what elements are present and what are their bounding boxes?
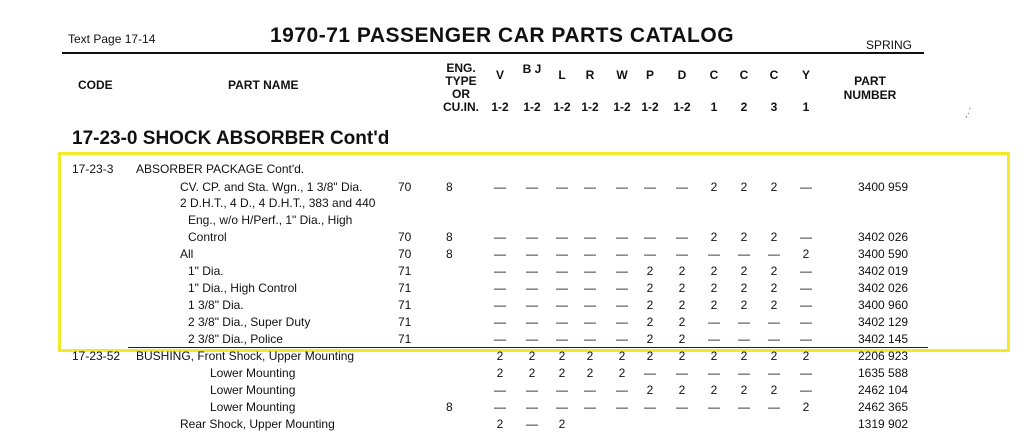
row-part-name: Control (188, 230, 227, 244)
row-qty: — (584, 180, 596, 194)
row-part-number: 3402 026 (858, 281, 909, 295)
column-letter: Y (801, 68, 810, 82)
row-part-number: 3402 026 (858, 230, 909, 244)
row-qty: 2 (710, 180, 718, 194)
row-qty: — (644, 180, 656, 194)
row-part-number: 3400 590 (858, 247, 909, 261)
row-part-number: 1635 588 (858, 366, 909, 380)
column-sub: 1-2 (491, 100, 509, 114)
row-qty: 2 (618, 349, 626, 363)
row-qty: 2 (802, 349, 810, 363)
row-part-name: 1" Dia., High Control (188, 281, 297, 295)
row-qty: — (556, 281, 568, 295)
text-page-label: Text Page 17-14 (68, 32, 156, 46)
row-qty: 2 (678, 383, 686, 397)
row-qty: — (526, 417, 538, 431)
section-title: 17-23-0 SHOCK ABSORBER Cont'd (72, 128, 390, 149)
column-letter: D (677, 68, 687, 82)
row-part-number: 3400 960 (858, 298, 909, 312)
row-qty: — (800, 230, 812, 244)
row-qty: 2 (646, 383, 654, 397)
row-qty: — (494, 264, 506, 278)
row-qty: — (494, 180, 506, 194)
row-part-name: Rear Shock, Upper Mounting (180, 417, 335, 431)
row-qty: 2 (740, 180, 748, 194)
column-sub: 1-2 (581, 100, 599, 114)
row-part-name: Eng., w/o H/Perf., 1" Dia., High (188, 213, 353, 227)
column-sub: 1-2 (613, 100, 631, 114)
row-qty: — (676, 400, 688, 414)
header-part-number: PART NUMBER (843, 74, 897, 102)
row-part-name: All (180, 247, 194, 261)
column-sub: 1-2 (523, 100, 541, 114)
row-qty: 2 (528, 349, 536, 363)
row-qty: 2 (740, 298, 748, 312)
row-qty: — (616, 383, 628, 397)
column-sub: 1-2 (673, 100, 691, 114)
row-part-name: 2 3/8" Dia., Super Duty (188, 315, 311, 329)
row-part-number: 2206 923 (858, 349, 909, 363)
row-qty: — (494, 383, 506, 397)
row-eng: 8 (446, 247, 453, 261)
row-qty: — (800, 180, 812, 194)
row-qty: 2 (558, 417, 566, 431)
row-qty: — (494, 281, 506, 295)
row-qty: 2 (740, 230, 748, 244)
row-year: 70 (398, 180, 412, 194)
row-qty: 2 (770, 383, 778, 397)
row-qty: 2 (496, 366, 504, 380)
row-qty: — (616, 180, 628, 194)
row-part-name: 2 3/8" Dia., Police (188, 332, 283, 346)
row-qty: — (494, 230, 506, 244)
row-part-number: 3402 019 (858, 264, 909, 278)
row-qty: — (526, 230, 538, 244)
row-qty: — (494, 247, 506, 261)
row-qty: — (800, 332, 812, 346)
row-qty: — (584, 247, 596, 261)
row-qty: — (738, 400, 750, 414)
column-sub: 3 (770, 100, 778, 114)
catalog-title: 1970-71 PASSENGER CAR PARTS CATALOG (270, 24, 735, 47)
row-qty: — (676, 247, 688, 261)
row-qty: 2 (678, 281, 686, 295)
row-qty: — (526, 383, 538, 397)
row-year: 70 (398, 247, 412, 261)
column-letter: C (769, 68, 779, 82)
row-qty: — (768, 400, 780, 414)
row-qty: 2 (618, 366, 626, 380)
row-qty: — (768, 332, 780, 346)
row-qty: — (708, 247, 720, 261)
row-qty: — (768, 366, 780, 380)
row-qty: — (616, 332, 628, 346)
row-qty: 2 (740, 281, 748, 295)
row-year: 71 (398, 264, 412, 278)
row-qty: 2 (646, 349, 654, 363)
row-qty: 2 (496, 417, 504, 431)
row-qty: 2 (558, 349, 566, 363)
row-qty: — (616, 230, 628, 244)
row-part-name: CV. CP. and Sta. Wgn., 1 3/8" Dia. (180, 180, 363, 194)
row-qty: 2 (646, 315, 654, 329)
row-qty: — (584, 332, 596, 346)
row-qty: — (556, 230, 568, 244)
row-qty: — (584, 264, 596, 278)
row-qty: — (556, 298, 568, 312)
row-qty: 2 (740, 383, 748, 397)
row-qty: 2 (678, 332, 686, 346)
row-qty: — (676, 230, 688, 244)
row-year: 70 (398, 230, 412, 244)
row-qty: 2 (770, 230, 778, 244)
row-qty: 2 (646, 298, 654, 312)
row-qty: — (616, 298, 628, 312)
row-qty: 2 (710, 349, 718, 363)
row-qty: 2 (770, 180, 778, 194)
row-qty: 2 (558, 366, 566, 380)
row-qty: 2 (646, 332, 654, 346)
column-letter: W (616, 68, 628, 82)
row-part-name: BUSHING, Front Shock, Upper Mounting (136, 349, 355, 363)
column-sub: 1 (802, 100, 810, 114)
row-qty: — (526, 315, 538, 329)
row-qty: — (616, 315, 628, 329)
row-part-number: 3402 145 (858, 332, 909, 346)
row-qty: — (616, 400, 628, 414)
row-qty: 2 (710, 298, 718, 312)
row-qty: — (738, 332, 750, 346)
row-qty: — (800, 366, 812, 380)
row-part-number: 2462 365 (858, 400, 909, 414)
column-letter: P (645, 68, 654, 82)
row-qty: — (556, 315, 568, 329)
row-qty: 2 (496, 349, 504, 363)
row-qty: — (708, 366, 720, 380)
header-code: CODE (78, 78, 113, 92)
row-qty: 2 (678, 315, 686, 329)
row-year: 71 (398, 281, 412, 295)
row-qty: 2 (770, 298, 778, 312)
row-qty: — (556, 332, 568, 346)
row-eng: 8 (446, 400, 453, 414)
row-qty: 2 (586, 366, 594, 380)
row-qty: — (676, 366, 688, 380)
column-sub: 1-2 (641, 100, 659, 114)
row-qty: — (584, 281, 596, 295)
row-qty: — (800, 315, 812, 329)
row-qty: 2 (678, 349, 686, 363)
row-qty: 2 (802, 247, 810, 261)
row-qty: 2 (710, 281, 718, 295)
category-label: SPRING (866, 38, 913, 52)
row-part-name: 1 3/8" Dia. (188, 298, 244, 312)
row-qty: — (556, 400, 568, 414)
row-qty: — (738, 366, 750, 380)
row-qty: — (616, 247, 628, 261)
column-letter: B J (522, 62, 542, 76)
row-part-name: Lower Mounting (210, 400, 296, 414)
row-qty: — (556, 247, 568, 261)
row-qty: 2 (740, 264, 748, 278)
row-qty: — (556, 180, 568, 194)
row-eng: 8 (446, 230, 453, 244)
row-qty: — (800, 264, 812, 278)
row-qty: — (708, 400, 720, 414)
row-part-number: 3400 959 (858, 180, 909, 194)
column-letter: C (709, 68, 719, 82)
row-qty: — (526, 180, 538, 194)
header-rule (62, 52, 924, 54)
row-part-name: Lower Mounting (210, 366, 296, 380)
row-qty: 2 (710, 383, 718, 397)
row-qty: — (584, 383, 596, 397)
row-qty: — (584, 400, 596, 414)
row-qty: — (738, 247, 750, 261)
row-qty: — (616, 281, 628, 295)
column-letter: L (558, 68, 566, 82)
row-part-name: 2 D.H.T., 4 D., 4 D.H.T., 383 and 440 (180, 196, 376, 210)
row-qty: — (676, 180, 688, 194)
row-code: 17-23-3 (72, 162, 114, 176)
row-part-name: 1" Dia. (188, 264, 224, 278)
header-eng-type: ENG. TYPE OR CU.IN. (443, 61, 479, 114)
row-qty: 2 (770, 349, 778, 363)
row-qty: — (526, 298, 538, 312)
row-qty: 2 (678, 264, 686, 278)
column-sub: 1-2 (553, 100, 571, 114)
row-qty: — (616, 264, 628, 278)
row-qty: 2 (770, 264, 778, 278)
row-qty: — (800, 298, 812, 312)
row-qty: 2 (646, 281, 654, 295)
row-qty: 2 (678, 298, 686, 312)
column-letter: R (585, 68, 595, 82)
row-qty: — (708, 332, 720, 346)
row-part-name: Lower Mounting (210, 383, 296, 397)
row-qty: — (644, 230, 656, 244)
row-part-number: 3402 129 (858, 315, 909, 329)
row-qty: 2 (740, 349, 748, 363)
row-qty: 2 (646, 264, 654, 278)
row-qty: — (526, 247, 538, 261)
row-qty: — (768, 247, 780, 261)
row-year: 71 (398, 298, 412, 312)
column-sub: 1 (710, 100, 718, 114)
row-qty: — (708, 315, 720, 329)
row-qty: — (526, 281, 538, 295)
column-letter: V (495, 68, 504, 82)
row-qty: 2 (802, 400, 810, 414)
row-year: 71 (398, 315, 412, 329)
row-qty: — (556, 264, 568, 278)
column-letter: C (739, 68, 749, 82)
group-divider (128, 347, 928, 348)
row-qty: — (584, 298, 596, 312)
row-qty: — (556, 383, 568, 397)
header-part-name: PART NAME (228, 78, 299, 92)
row-qty: — (494, 400, 506, 414)
row-qty: 2 (586, 349, 594, 363)
row-qty: — (494, 332, 506, 346)
row-year: 71 (398, 332, 412, 346)
scan-mark: ,·´ (962, 106, 976, 121)
row-qty: 2 (710, 230, 718, 244)
row-qty: — (738, 315, 750, 329)
row-qty: — (494, 298, 506, 312)
row-qty: — (584, 230, 596, 244)
row-part-name: ABSORBER PACKAGE Cont'd. (136, 162, 305, 176)
row-code: 17-23-52 (72, 349, 121, 363)
row-qty: — (584, 315, 596, 329)
row-qty: — (644, 400, 656, 414)
row-qty: — (644, 366, 656, 380)
row-eng: 8 (446, 180, 453, 194)
row-qty: — (800, 281, 812, 295)
row-qty: — (768, 315, 780, 329)
column-sub: 2 (740, 100, 748, 114)
row-qty: — (800, 383, 812, 397)
row-part-number: 1319 902 (858, 417, 909, 431)
row-qty: — (526, 400, 538, 414)
row-qty: — (494, 315, 506, 329)
row-qty: — (526, 264, 538, 278)
row-qty: — (526, 332, 538, 346)
row-qty: 2 (770, 281, 778, 295)
row-qty: 2 (710, 264, 718, 278)
row-qty: 2 (528, 366, 536, 380)
row-qty: — (644, 247, 656, 261)
row-part-number: 2462 104 (858, 383, 909, 397)
